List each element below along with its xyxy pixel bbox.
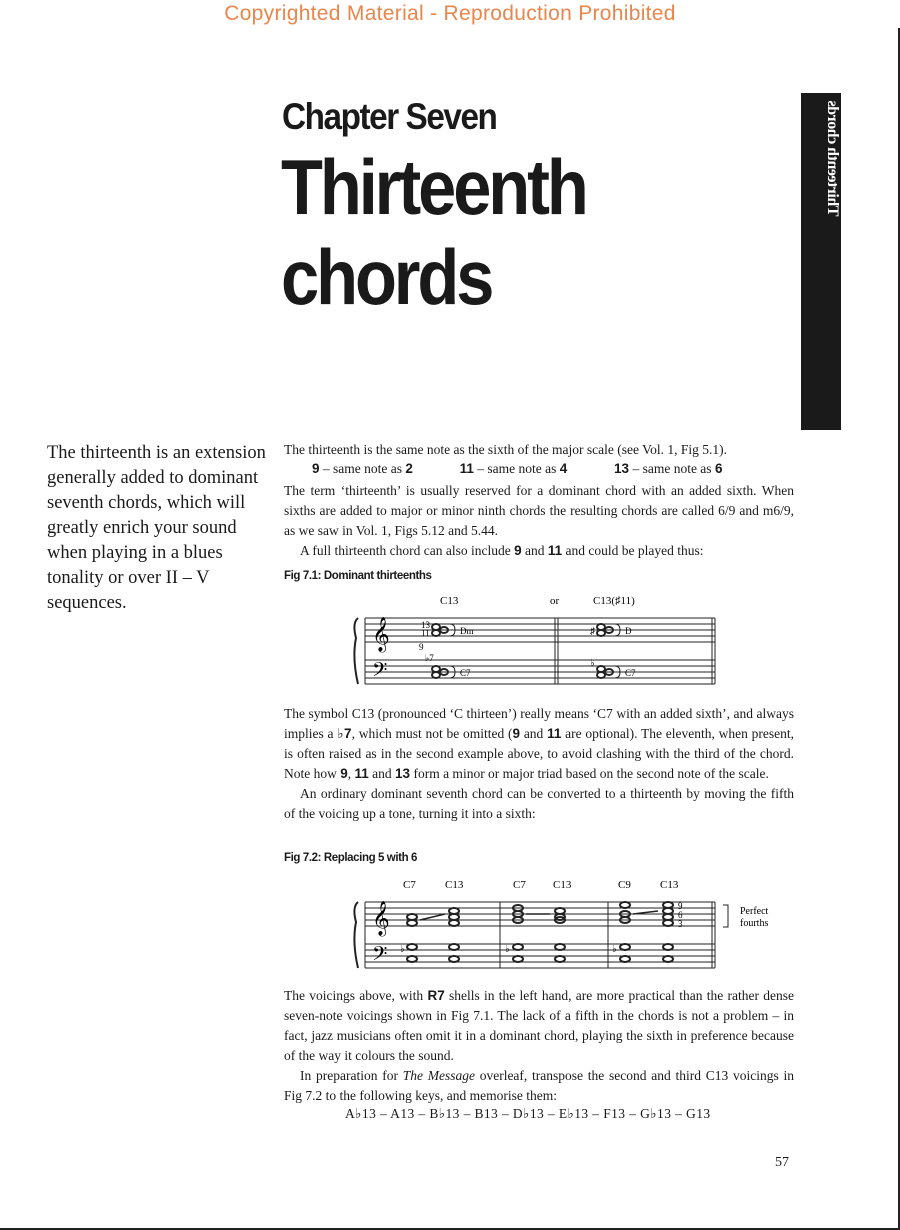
fig2-chord-6: C13	[660, 879, 679, 891]
c13-symbol-paragraph: The symbol C13 (pronounced ‘C thirteen’) really means ‘C7 with an added sixth’, and always implies a ♭7, which must not be omitted (9 and 11 are optional). The eleventh, when present, is often raised as in the second example above, to avoid clashing with the third of the chord. Note how 9, 11 and 13 form a minor or major triad based on the second note of the scale.	[284, 706, 794, 781]
fig2-annotation-line1: Perfect	[740, 906, 769, 917]
closing-text	[284, 986, 794, 1106]
fig1-sharp: ♯	[590, 626, 595, 637]
fig1-flat: ♭	[590, 658, 595, 669]
fig1-staff-lines	[365, 618, 715, 684]
fig2-treble-clef: 𝄞	[372, 902, 390, 935]
preparation-paragraph: In preparation for The Message overleaf, transpose the second and third C13 voicings in Fig 7.2 to the following keys, and memorise them:	[284, 1068, 794, 1103]
fig1-int-9: 9	[419, 642, 424, 652]
fig1-int-11: 11	[421, 628, 430, 638]
sidebar-intro-text: The thirteenth is an extension generally added to dominant seventh chords, which will greatly enrich your sound when playing in a blues tonality or over II – V sequences.	[47, 443, 266, 613]
fig2-annotation-line2: fourths	[740, 918, 769, 929]
fig-7-2-label: Fig 7.2: Replacing 5 with 6	[284, 852, 417, 864]
fig2-chord-3: C7	[513, 879, 526, 891]
eq-item-13: 13 – same note as 6	[614, 461, 723, 476]
fig2-annotation-bracket	[723, 905, 728, 927]
eq-item-11: 11 – same note as 4	[459, 461, 568, 476]
chapter-side-tab	[801, 93, 841, 430]
thirteenth-term-text: The term ‘thirteenth’ is usually reserved for a dominant chord with an added sixth. When sixths are added to major or minor ninth chords the resulting chords are called 6/9 and m6/9, as we saw in Vol. 1, Figs 5.12 and 5.44.	[284, 483, 794, 538]
fig1-bracket-c7: C7	[460, 668, 471, 678]
fig1-int-b7: ♭7	[425, 653, 434, 663]
fig2-chord-4: C13	[553, 879, 572, 891]
fig2-flat-2: ♭	[505, 944, 510, 955]
chapter-title-line1: Thirteenth	[281, 143, 586, 231]
fig1-chord-c13: C13	[440, 595, 459, 607]
chapter-title-line2: chords	[281, 233, 492, 321]
side-tab-label: Thirteenth chords	[824, 101, 841, 217]
fig2-chord-5: C9	[618, 879, 631, 891]
chapter-label: Chapter Seven	[282, 96, 497, 137]
page-number: 57	[775, 1155, 789, 1170]
middle-text	[284, 704, 794, 824]
fig1-brace	[354, 618, 358, 684]
copyright-watermark: Copyrighted Material - Reproduction Prohibited	[224, 2, 676, 25]
conversion-paragraph: An ordinary dominant seventh chord can be converted to a thirteenth by moving the fifth of the voicing up a tone, turning it into a sixth:	[284, 786, 794, 821]
fig2-bass-clef: 𝄢	[372, 944, 388, 970]
intro-paragraph-1	[284, 440, 794, 460]
fig1-int-13: 13	[421, 620, 430, 630]
fig-7-2-notation	[350, 872, 790, 982]
fig-7-1-label: Fig 7.1: Dominant thirteenths	[284, 570, 432, 582]
transpose-keys-line: A♭13 – A13 – B♭13 – B13 – D♭13 – E♭13 – F13 – G♭13 – G13	[345, 1106, 711, 1121]
equivalence-line	[312, 461, 722, 477]
fig1-bass-clef: 𝄢	[372, 660, 388, 686]
fig-7-1-notation	[350, 588, 730, 698]
fig2-brace	[354, 902, 358, 968]
chapter-title	[281, 142, 586, 322]
fig1-bracket-d: D	[625, 626, 632, 636]
fig1-bracket-c7-2: C7	[625, 668, 636, 678]
fig2-flat-3: ♭	[612, 944, 617, 955]
full-thirteenth-text: A full thirteenth chord can also include 9 and 11 and could be played thus:	[300, 543, 704, 558]
side-tab-svg	[801, 93, 841, 430]
fig1-or: or	[550, 595, 560, 607]
fig2-chord-1: C7	[403, 879, 416, 891]
fig2-flat-1: ♭	[400, 944, 405, 955]
fig1-treble-clef: 𝄞	[372, 618, 390, 651]
eq-item-9: 9 – same note as 2	[312, 461, 413, 476]
voicings-paragraph: The voicings above, with R7 shells in the left hand, are more practical than the rather dense seven-note voicings shown in Fig 7.1. The lack of a fifth in the chords is not a problem – in fact, jazz musicians often omit it in a dominant chord, playing the sixth in preference because of the way it colours the sound.	[284, 988, 794, 1063]
fig1-bracket-dm: Dm	[460, 626, 474, 636]
fig2-finger-9: 9	[678, 901, 683, 911]
fig2-finger-6: 6	[678, 910, 683, 920]
fig2-finger-3: 3	[678, 919, 683, 929]
fig2-notes	[407, 902, 673, 962]
fig2-chord-2: C13	[445, 879, 464, 891]
fig1-chord-c13-sharp11: C13(♯11)	[593, 595, 635, 607]
intro-paragraph-2	[284, 481, 794, 561]
intro-sentence: The thirteenth is the same note as the sixth of the major scale (see Vol. 1, Fig 5.1).	[284, 442, 728, 457]
